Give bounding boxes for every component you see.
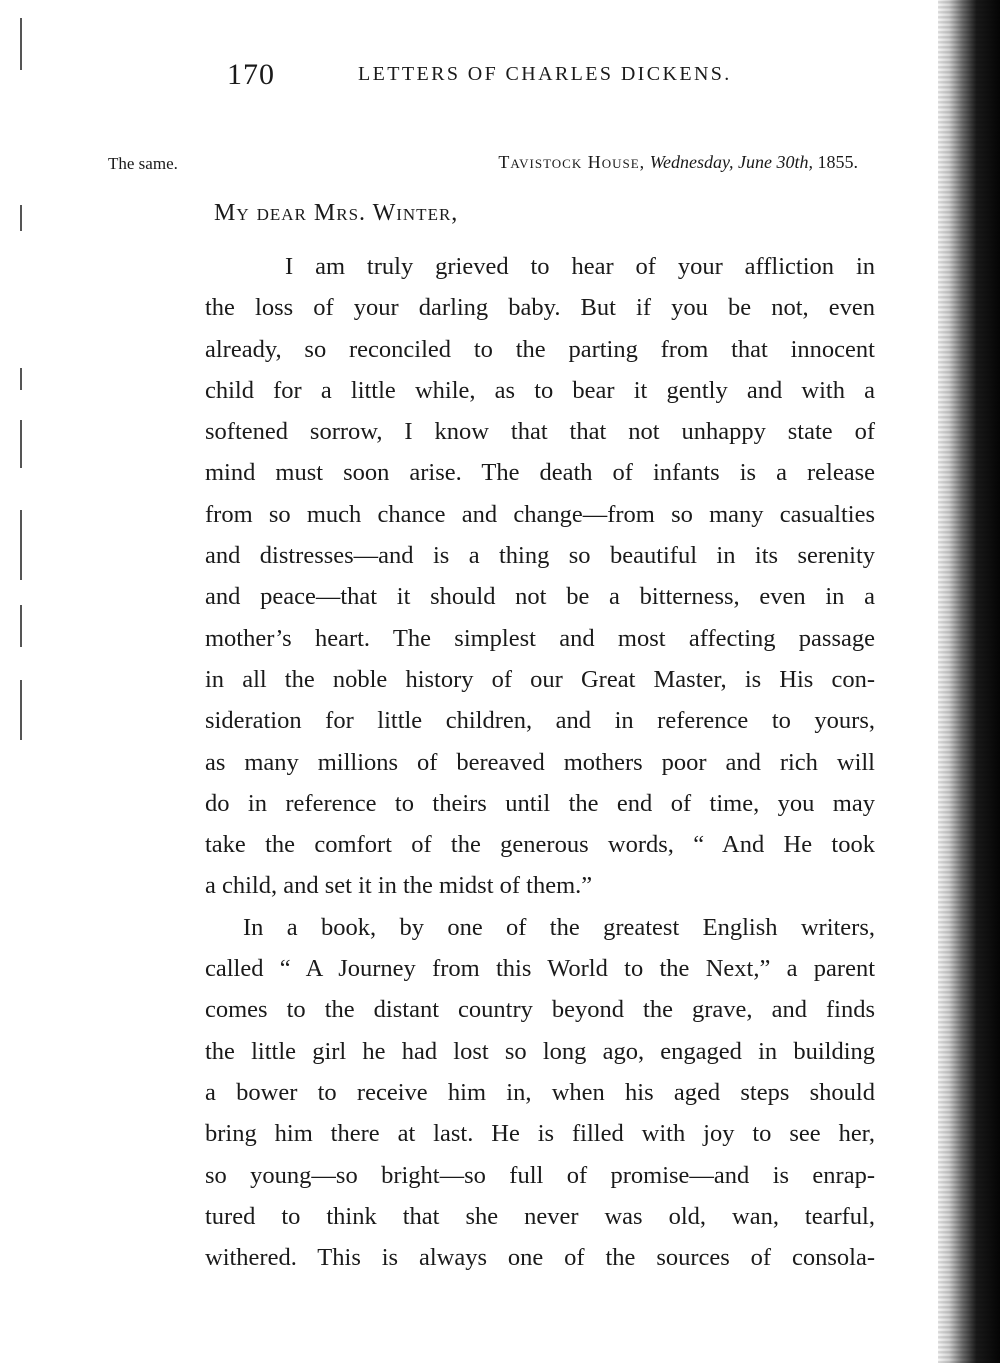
text-line: and peace—that it should not be a bitterness, even in a [205,583,875,611]
text-line: so young—so bright—so full of promise—and is enrap- [205,1161,875,1189]
text-line: the little girl he had lost so long ago, engaged in building [205,1037,875,1065]
text-line: In a book, by one of the greatest English writers, [243,913,875,941]
text-line: the loss of your darling baby. But if you be not, even [205,294,875,322]
text-line: from so much chance and change—from so many casualties [205,500,875,528]
text-line: and distresses—and is a thing so beautiful in its serenity [205,542,875,570]
letter-year: 1855. [817,152,858,172]
letter-date: Wednesday, June 30th, [649,152,813,172]
text-line: I am truly grieved to hear of your affliction in [285,253,875,280]
paragraph [205,907,875,1279]
text-line: called “ A Journey from this World to the Next,” a parent [205,955,875,983]
text-line: bring him there at last. He is filled with joy to see her, [205,1120,875,1148]
letter-place: Tavistock House, [498,152,646,172]
text-line: sideration for little children, and in reference to yours, [205,707,875,735]
page-number: 170 [227,58,275,91]
letter-address [498,152,858,173]
text-line: child for a little while, as to bear it gently and with a [205,376,875,404]
text-line: a child, and set it in the midst of them.” [205,872,593,900]
page-header [0,58,1000,98]
recipient-reference: The same. [108,154,178,173]
text-line: a bower to receive him in, when his aged steps should [205,1078,875,1106]
text-line: withered. This is always one of the sources of consola- [205,1244,875,1272]
text-line: do in reference to theirs until the end of time, you may [205,789,875,817]
letter-dateline [0,152,1000,182]
paragraph [205,246,875,907]
text-line: mind must soon arise. The death of infants is a release [205,459,875,487]
gutter-scan-marks [16,0,26,1363]
running-head: LETTERS OF CHARLES DICKENS. [358,63,732,85]
text-line: take the comfort of the generous words, “ And He took [205,831,875,859]
letter-body [205,246,875,1278]
text-line: as many millions of bereaved mothers poor and rich will [205,748,875,776]
text-line: comes to the distant country beyond the grave, and finds [205,996,875,1024]
text-line: in all the noble history of our Great Master, is His con- [205,665,875,693]
salutation: My dear Mrs. Winter, [214,200,459,226]
text-line: softened sorrow, I know that that not unhappy state of [205,418,875,446]
text-line: tured to think that she never was old, wan, tearful, [205,1202,875,1230]
text-line: already, so reconciled to the parting from that innocent [205,335,875,363]
binding-edge [938,0,1000,1363]
text-line: mother’s heart. The simplest and most affecting passage [205,624,875,652]
